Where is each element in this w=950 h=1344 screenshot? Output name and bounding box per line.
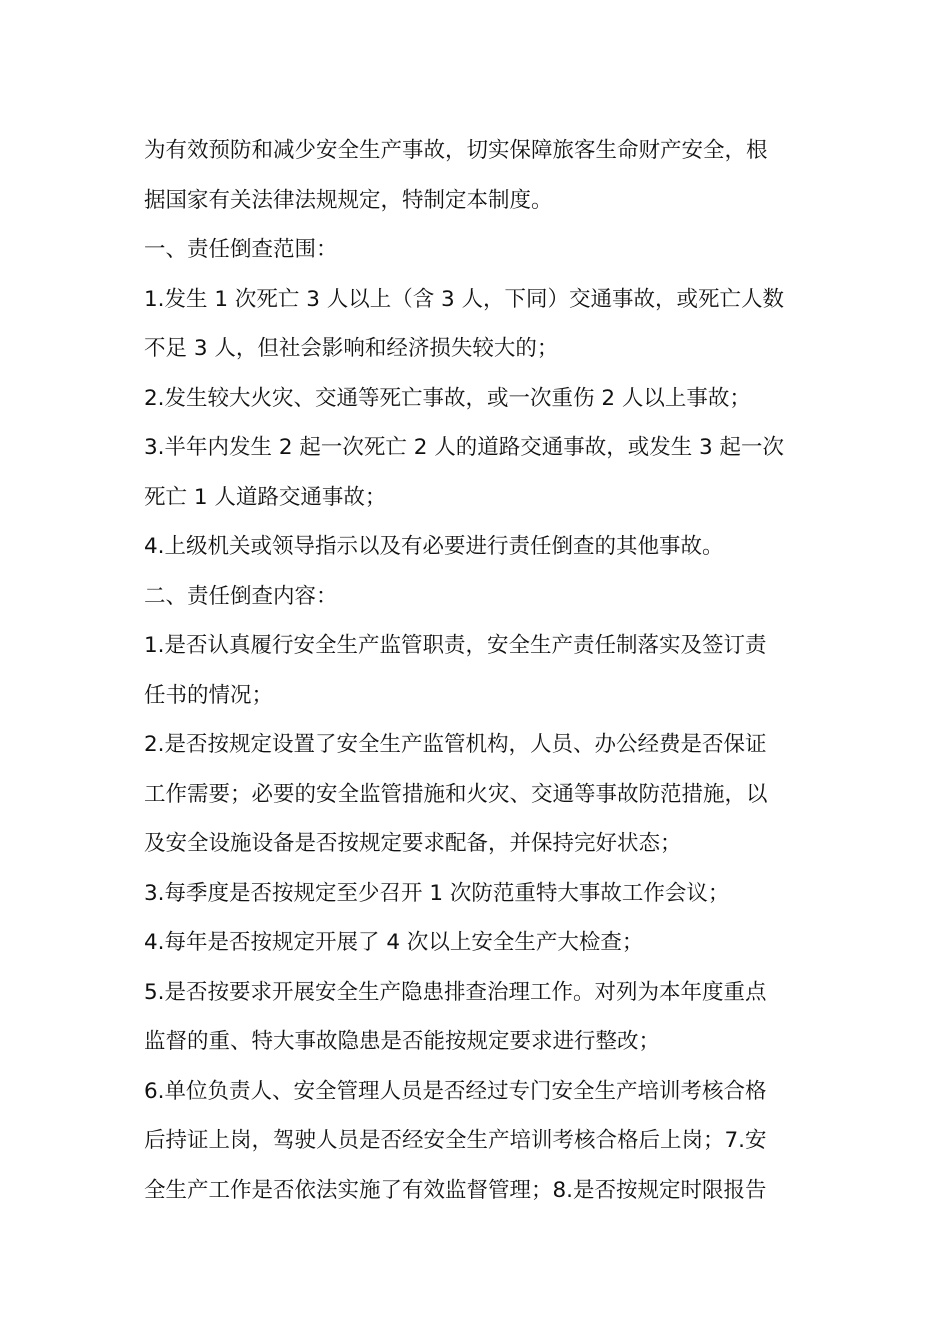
list-item-line: 及安全设施设备是否按规定要求配备，并保持完好状态； [144,831,682,856]
section-heading: 二、责任倒查内容： [144,583,338,609]
list-item-line: 任书的情况； [144,682,274,708]
paragraph-line: 为有效预防和减少安全生产事故，切实保障旅客生命财产安全，根 [144,138,768,163]
list-item-line: 3.半年内发生 2 起一次死亡 2 人的道路交通事故，或发生 3 起一次 [144,435,785,460]
list-item-line: 1.是否认真履行安全生产监管职责，安全生产责任制落实及签订责 [144,633,767,658]
list-item-line: 2.发生较大火灾、交通等死亡事故，或一次重伤 2 人以上事故； [144,385,751,411]
list-item-line: 6.单位负责人、安全管理人员是否经过专门安全生产培训考核合格 [144,1078,767,1104]
list-item-line: 3.每季度是否按规定至少召开 1 次防范重特大事故工作会议； [144,880,730,906]
list-item-line: 5.是否按要求开展安全生产隐患排查治理工作。对列为本年度重点 [144,979,767,1005]
list-item-line: 工作需要；必要的安全监管措施和火灾、交通等事故防范措施，以 [144,781,768,807]
list-item-line: 监督的重、特大事故隐患是否能按规定要求进行整改； [144,1029,661,1054]
document-body [144,126,809,1215]
paragraph-line: 据国家有关法律法规规定，特制定本制度。 [144,187,553,213]
list-item-line: 4.上级机关或领导指示以及有必要进行责任倒查的其他事故。 [144,534,724,559]
list-item-line: 死亡 1 人道路交通事故； [144,484,387,510]
list-item-line: 2.是否按规定设置了安全生产监管机构，人员、办公经费是否保证 [144,732,767,757]
list-item-line: 不足 3 人，但社会影响和经济损失较大的； [144,336,559,361]
list-item-line: 1.发生 1 次死亡 3 人以上（含 3 人，下同）交通事故，或死亡人数 [144,286,785,312]
list-item-line: 4.每年是否按规定开展了 4 次以上安全生产大检查； [144,930,644,955]
list-item-line: 全生产工作是否依法实施了有效监督管理；8.是否按规定时限报告 [144,1177,767,1203]
list-item-line: 后持证上岗，驾驶人员是否经安全生产培训考核合格后上岗；7.安 [144,1128,767,1153]
section-heading: 一、责任倒查范围： [144,237,338,262]
